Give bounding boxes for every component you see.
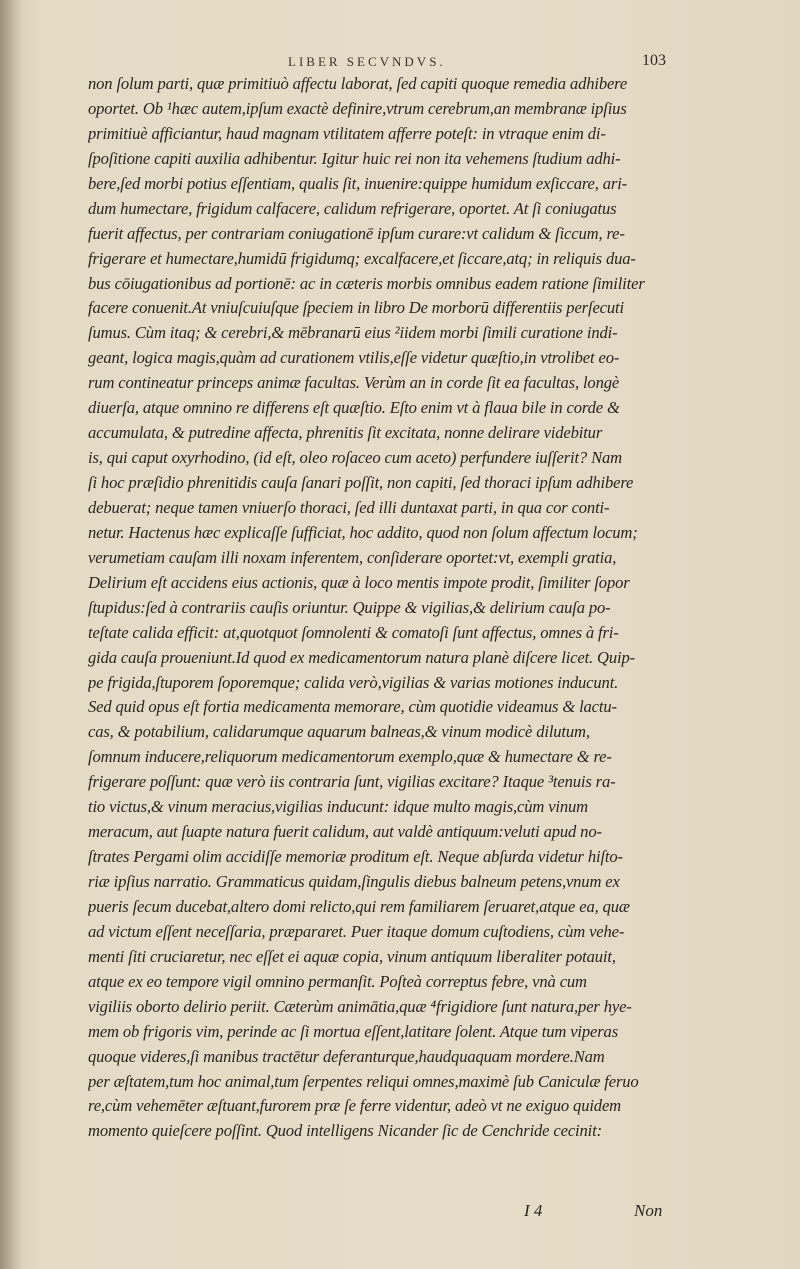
text-line: diuerſa, atque omnino re differens eſt quæſtio. Eſto enim vt à flaua bile in corde & [88,398,620,418]
text-line: ſi hoc præſidio phrenitidis cauſa ſanari poſſit, non capiti, ſed thoraci ipſum adhibere [88,473,634,492]
running-head-title: LIBER SECVNDVS. [288,54,446,69]
text-line: netur. Hactenus hæc explicaſſe ſufficiat, hoc addito, quod non ſolum affectum locum; [88,522,638,542]
text-line: ſtrates Pergami olim accidiſſe memoriæ proditum eſt. Neque abſurda videtur hiſto- [88,847,623,867]
text-line: mem ob frigoris vim, perinde ac ſi mortua eſſent,latitare ſolent. Atque tum viperas [88,1021,619,1041]
page-number: 103 [642,52,666,69]
text-line: re,cùm vehemēter æſtuant,furorem præ ſe ferre videntur, adeò vt ne exiguo quidem [88,1096,621,1116]
text-line: ſumus. Cùm itaq; & cerebri,& mēbranarū eius ²iidem morbi ſimili curatione indi- [88,323,618,343]
text-line: ad victum eſſent neceſſaria, præpararet. Puer itaque domum cuſtodiens, cùm vehe- [88,921,625,941]
text-line: teſtate calida efficit: at,quotquot ſomnolenti & comatoſi ſunt affectus, omnes à fri- [88,622,619,642]
text-line: tio victus,& vinum meracius,vigilias inducunt: idque multo magis,cùm vinum [88,797,589,817]
text-line: is, qui caput oxyrhodino, (id eſt, oleo roſaceo cum aceto) perfundere iuſſerit? Nam [88,448,622,468]
text-line: ſomnum inducere,reliquorum medicamentorum exemplo,quæ & humectare & re- [88,747,612,767]
body-text [88,72,682,1144]
text-line: pueris ſecum ducebat,altero domi relicto,qui rem familiarem ſeruaret,atque ea, quæ [88,896,630,916]
text-line: meracum, aut ſuapte natura fuerit calidum, aut valdè antiquum:veluti apud no- [88,822,602,842]
text-line: pe frigida,ſtuporem ſoporemque; calida verò,vigilias & varias motiones inducunt. [88,672,619,692]
text-line: verumetiam cauſam illi noxam inferentem, conſiderare oportet:vt, exempli gratia, [88,547,617,567]
text-line: oportet. Ob ¹hæc autem,ipſum exactè definire,vtrum cerebrum,an membranæ ipſius [88,98,627,118]
text-line: vigiliis oborto delirio periit. Cæterùm animātia,quæ ⁴frigidiore ſunt natura,per hye- [88,996,632,1016]
text-line: non ſolum parti, quæ primitiuò affectu laborat, ſed capiti quoque remedia adhibere [88,74,628,93]
text-line: per æſtatem,tum hoc animal,tum ſerpentes reliqui omnes,maximè ſub Caniculæ feruo [88,1071,639,1091]
text-line: Delirium eſt accidens eius actionis, quæ à loco mentis impote prodit, ſimiliter ſopor [88,572,630,592]
text-line: bus cōiugationibus ad portionē: ac in cæteris morbis omnibus eadem ratione ſimiliter [88,273,645,293]
catchword: Non [634,1201,663,1220]
text-line: momento quieſcere poſſint. Quod intelligens Nicander ſic de Cenchride cecinit: [88,1121,602,1141]
text-line: debuerat; neque tamen vniuerſo thoraci, ſed illi duntaxat parti, in qua cor conti- [88,497,610,517]
text-line: ſtupidus:ſed à contrariis cauſis oriuntur. Quippe & vigilias,& delirium cauſa po- [88,597,611,617]
text-line: Sed quid opus eſt fortia medicamenta memorare, cùm quotidie videamus & lactu- [88,697,617,717]
text-line: frigerare poſſunt: quæ verò iis contraria ſunt, vigilias excitare? Itaque ³tenuis ra- [88,772,616,792]
signature-mark: I 4 [524,1201,543,1220]
text-line: ſpoſitione capiti auxilia adhibentur. Igitur huic rei non ita vehemens ſtudium adhi- [88,148,621,168]
gutter-shadow [0,0,22,1269]
text-line: accumulata, & putredine affecta, phrenitis ſit excitata, nonne delirare videbitur [88,423,603,443]
text-line: menti ſiti cruciaretur, nec eſſet ei aquæ copia, vinum antiquum liberaliter potauit, [88,946,616,966]
text-line: bere,ſed morbi potius eſſentiam, qualis ſit, inuenire:quippe humidum exſiccare, ari- [88,173,628,193]
text-line: geant, logica magis,quàm ad curationem vtilis,eſſe videtur quæſtio,in vtrolibet eo- [88,348,620,368]
text-line: riæ ipſius narratio. Grammaticus quidam,ſingulis diebus balneum petens,vnum ex [88,872,620,891]
text-line: facere conuenit.At vniuſcuiuſque ſpeciem in libro De morborū differentiis perſecuti [88,298,624,318]
text-line: atque ex eo tempore vigil omnino permanſit. Poſteà correptus febre, vnà cum [88,971,587,991]
text-line: rum contineatur princeps animæ facultas. Verùm an in corde ſit ea facultas, longè [88,373,620,393]
text-line: quoque videres,ſi manibus tractētur deferanturque,haudquaquam mordere.Nam [88,1046,605,1066]
text-line: cas, & potabilium, calidarumque aquarum balneas,& vinum modicè dilutum, [88,722,590,742]
text-line: gida cauſa proueniunt.Id quod ex medicamentorum natura planè diſcere licet. Quip- [88,647,636,667]
text-line: dum humectare, frigidum calfacere, calidum refrigerare, oportet. At ſi coniugatus [88,198,617,218]
page-footer [0,1201,800,1227]
text-line: primitiuè afficiantur, haud magnam vtilitatem afferre poteſt: in vtraque enim di- [88,123,606,143]
text-line: fuerit affectus, per contrariam coniugationē ipſum curare:vt calidum & ſiccum, re- [88,223,625,243]
text-line: frigerare et humectare,humidū frigidumq; excalfacere,et ſiccare,atq; in reliquis dua- [88,248,636,268]
